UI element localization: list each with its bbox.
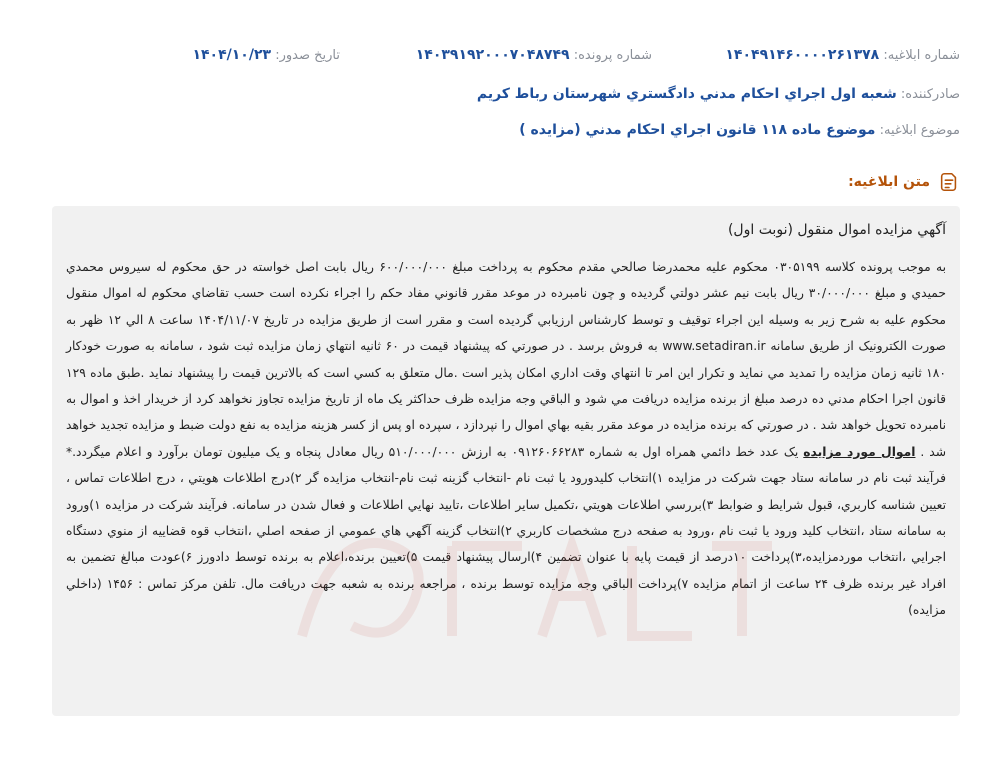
issue-date-label: تاريخ صدور:: [275, 48, 340, 63]
notice-text-part-1: به موجب پرونده کلاسه ۰۳۰۵۱۹۹ محكوم عليه محمدرضا صالحي مقدم محكوم به پرداخت مبلغ ۶۰۰/۰۰۰/۰۰۰ ريال بابت اصل خواسته در حق محكوم له سيروس محمدي حميدي و مبلغ ۳۰/۰۰۰/۰۰۰ ريال بابت نيم عشر دولتي گرديده و چون نامبرده در موعد مقرر قانوني مفاد حكم را اجراء نكرده است حسب تقاضاي محكوم له اموال منقول محكوم عليه به شرح زير به وسيله اين اجراء توقيف و توسط كارشناس ارزيابي گرديده است و مقرر است از طريق مزايده در تاريخ ۱۴۰۴/۱۱/۰۷ ساعت ۸ الي ۱۲ ظهر به صورت الكترونيک از طريق سامانه www.setadiran.ir به فروش برسد . در صورتي كه پيشنهاد قيمت در ۶۰ ثانيه انتهاي زمان مزايده ثبت شود ، سامانه به صورت خودكار ۱۸۰ ثانيه زمان مزايده را تمديد مي نمايد و تكرار اين امر تا انتهاي وقت اداري امكان پذير است .مال متعلق به كسي است كه بالاترين قيمت را پيشنهاد نمايد .طبق ماده ۱۲۹ قانون اجرا احكام مدني ده درصد مبلغ از برنده مزايده دريافت مي شود و الباقي وجه مزايده ظرف حداكثر يک ماه از تاريخ مزايده تجاوز نخواهد كرد از خريدار اخذ و اموال به نامبرده تحويل خواهد شد . در صورتي كه برنده مزايده در موعد مقرر بقيه بهاي اموال را نپردازد ، سپرده او پس از كسر هزينه مزايده به نفع دولت ضبط و مزايده تجديد خواهد شد .: [66, 260, 947, 459]
subject-value: موضوع ماده ۱۱۸ قانون اجراي احكام مدني (مزايده ): [519, 122, 876, 138]
notice-number: [725, 47, 960, 69]
issuer-label: صادرکننده:: [900, 87, 960, 102]
notice-number-label: شماره ابلاغيه:: [883, 48, 960, 63]
subject-label: موضوع ابلاغيه:: [879, 123, 960, 138]
issue-date: [192, 47, 340, 69]
document-icon: [938, 171, 960, 193]
notice-body: [66, 254, 946, 624]
case-number-value: ۱۴۰۳۹۱۹۲۰۰۰۷۰۴۸۷۴۹: [415, 47, 570, 63]
subject-row: [519, 122, 960, 138]
issuer-value: شعبه اول اجراي احكام مدني دادگستري شهرستان رباط كريم: [476, 86, 897, 102]
issuer-row: [477, 86, 960, 102]
issue-date-value: ۱۴۰۴/۱۰/۲۳: [192, 47, 272, 63]
section-title: متن ابلاغيه:: [848, 174, 930, 190]
notice-highlight: اموال مورد مزايده: [803, 444, 916, 459]
notice-heading: آگهي مزايده اموال منقول (نوبت اول): [727, 222, 946, 238]
case-number-label: شماره پرونده:: [573, 48, 652, 63]
notice-text-part-2: يک عدد خط دائمي همراه اول به شماره ۰۹۱۲۶۰۶۶۲۸۳ به ارزش ۵۱۰/۰۰۰/۰۰۰ ريال معادل پنجاه و يک ميليون تومان برآورد و اعلام ميگردد.* فرآيند ثبت نام در سامانه ستاد جهت شركت در مزايده ۱)انتخاب كليدورود يا ثبت نام -انتخاب گزينه ثبت نام-انتخاب مزايده گر ۲)درج اطلاعات هويتي ، درج اطلاعات تماس ، تعيين شناسه كاربري، قبول شرايط و ضوابط ۳)بررسي اطلاعات هويتي ،تكميل ساير اطلاعات ،تاييد نهايي اطلاعات و فعال شدن در سامانه. فرآيند شركت در مزايده ۱)ورود به سامانه ستاد ،انتخاب كليد ورود يا ثبت نام ،ورود به صفحه درج مشخصات كاربري ۲)انتخاب گزينه آگهي هاي عمومي از صفحه اصلي ،انتخاب قوه قضاييه از منوي دستگاه اجرايي ،انتخاب موردمزايده،۳)پرداخت ۱۰درصد از قيمت پايه با عنوان تضمين ۴)ارسال پيشنهاد قيمت ۵)تعيين برنده،اعلام به برنده توسط دادورز ۶)عودت مبالغ تضمين به افراد غير برنده ظرف ۲۴ ساعت از اتمام مزايده ۷)پرداخت الباقي وجه مزايده توسط برنده ، مراجعه برنده به شعبه جهت دريافت مال. تلفن مركز تماس : ۱۴۵۶ (داخلي مزايده): [66, 444, 947, 618]
notice-text-heading: [848, 170, 960, 194]
case-number: [416, 47, 652, 69]
notice-number-value: ۱۴۰۴۹۱۴۶۰۰۰۰۲۶۱۳۷۸: [725, 47, 880, 63]
notice-panel: [52, 206, 960, 716]
